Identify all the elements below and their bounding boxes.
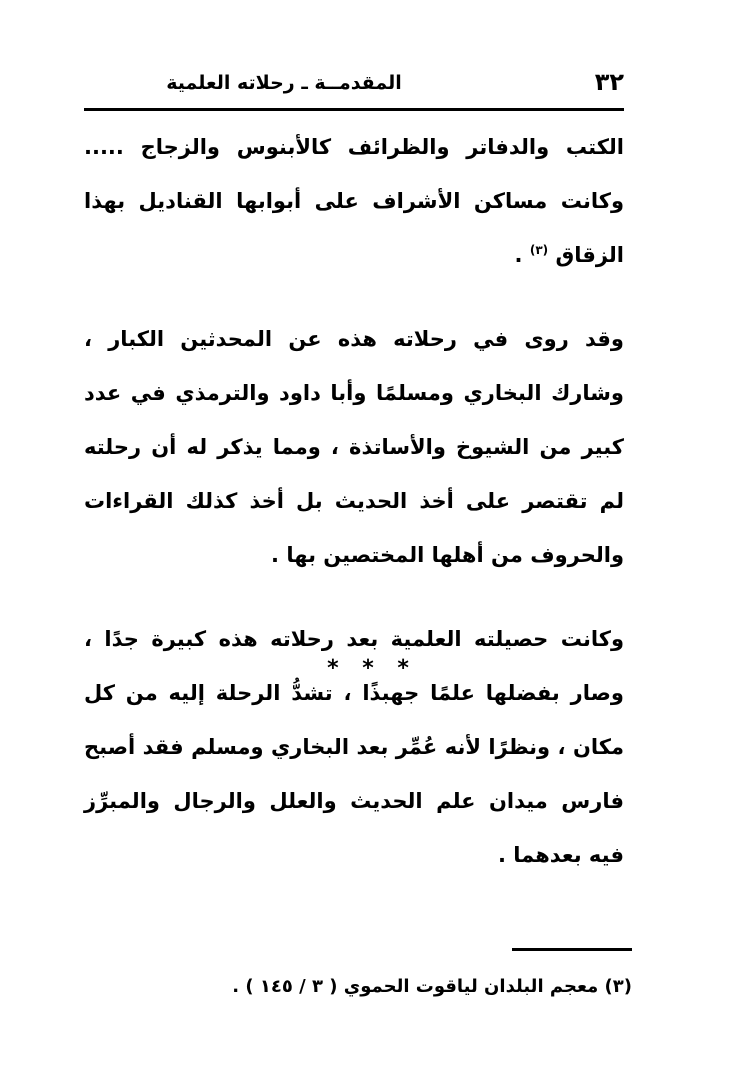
paragraph-2: وقد روى في رحلاته هذه عن المحدثين الكبار ، وشارك البخاري ومسلمًا وأبا داود والترمذي في عدد كبير من الشيوخ والأساتذة ، ومما يذكر له أن رحلته لم تقتصر على أخذ الحديث بل أخذ كذلك القراءات والحروف من أهلها المختصين بها . [84, 327, 624, 567]
footnote: (٣) معجم البلدان لياقوت الحموي ( ٣ / ١٤٥ ) . [232, 976, 632, 997]
running-title: المقدمــة ـ رحلاته العلمية [166, 72, 402, 94]
page-header [84, 66, 624, 106]
section-separator: * * * [327, 656, 409, 681]
paragraph-1 [84, 120, 624, 282]
paragraph-1-text: الكتب والدفاتر والظرائف كالأبنوس والزجاج ..... وكانت مساكن الأشراف على أبوابها القناديل بهذا الزقاق [84, 135, 624, 267]
paragraph-1-tail: . [514, 243, 530, 267]
page-number: ٣٢ [594, 68, 624, 96]
footnote-rule [512, 948, 632, 951]
paragraph-3: وكانت حصيلته العلمية بعد رحلاته هذه كبيرة جدًا ، وصار بفضلها علمًا جهبذًا ، تشدُّ الرحلة إليه من كل مكان ، ونظرًا لأنه عُمِّر بعد البخاري ومسلم فقد أصبح فارس ميدان علم الحديث والعلل والرجال والمبرِّز فيه بعدهما . [84, 627, 624, 867]
header-rule [84, 108, 624, 111]
body-text [84, 120, 624, 882]
footnote-reference: (٣) [529, 243, 549, 257]
